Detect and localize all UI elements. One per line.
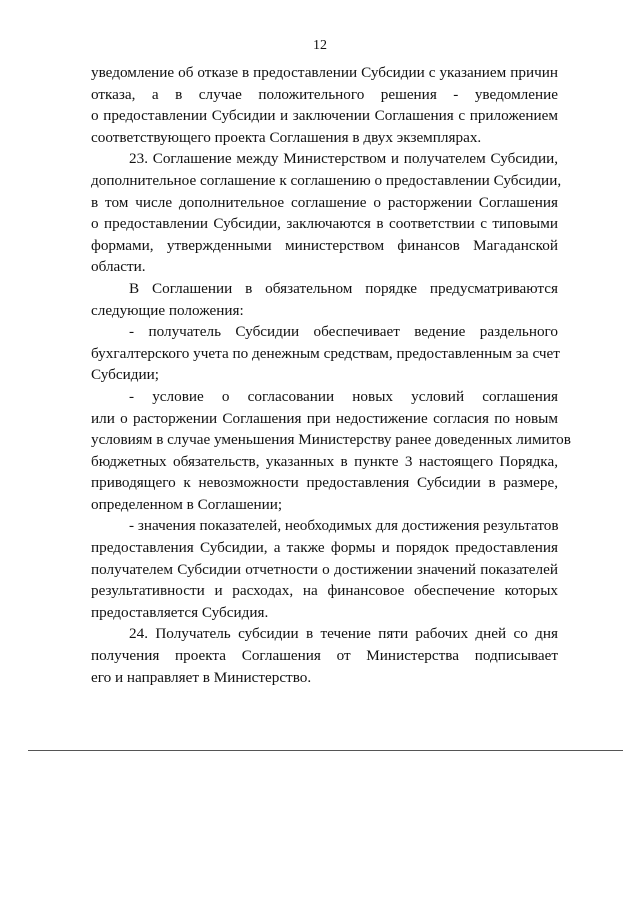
text-line: - значения показателей, необходимых для достижения результатов [129,517,559,535]
text-line: 23. Соглашение между Министерством и получателем Субсидии, [129,150,558,168]
text-line: в том числе дополнительное соглашение о расторжении Соглашения [91,193,558,211]
text-line: бюджетных обязательств, указанных в пункте 3 настоящего Порядка, [91,452,558,470]
text-line: приводящего к невозможности предоставления Субсидии в размере, [91,474,558,492]
text-line: В Соглашении в обязательном порядке предусматриваются [129,279,558,297]
text-line: - условие о согласовании новых условий соглашения [129,387,558,405]
text-line: следующие положения: [91,301,244,319]
text-line: определенном в Соглашении; [91,495,283,513]
text-line: условиям в случае уменьшения Министерству ранее доведенных лимитов [91,431,571,449]
text-line: получателем Субсидии отчетности о достижении значений показателей [91,560,558,578]
page-number: 12 [313,38,327,53]
text-line: предоставления Субсидии, а также формы и порядок предоставления [91,539,558,557]
text-line: о предоставлении Субсидии и заключении Соглашения с приложением [91,107,558,125]
text-line: уведомление об отказе в предоставлении Субсидии с указанием причин [91,64,558,81]
text-line: отказа, а в случае положительного решения - уведомление [91,85,558,103]
text-line: о предоставлении Субсидии, заключаются в соответствии с типовыми [91,215,558,233]
text-line: Субсидии; [91,366,159,384]
text-line: бухгалтерского учета по денежным средствам, предоставленным за счет [91,344,560,362]
text-line: - получатель Субсидии обеспечивает ведение раздельного [129,323,558,341]
text-line: его и направляет в Министерство. [91,668,312,686]
text-line: соответствующего проекта Соглашения в двух экземплярах. [91,128,482,146]
text-line: дополнительное соглашение к соглашению о предоставлении Субсидии, [91,171,562,189]
text-line: 24. Получатель субсидии в течение пяти рабочих дней со дня [129,625,558,643]
text-line: получения проекта Соглашения от Министерства подписывает [91,647,558,665]
document-body [91,62,571,688]
text-line: формами, утвержденными министерством финансов Магаданской [91,236,558,254]
text-line: области. [91,258,146,276]
bottom-divider [28,750,623,751]
text-line: или о расторжении Соглашения при недостижение согласия по новым [91,409,558,427]
text-line: результативности и расходах, на финансовое обеспечение которых [91,582,558,600]
text-line: предоставляется Субсидия. [91,603,269,621]
